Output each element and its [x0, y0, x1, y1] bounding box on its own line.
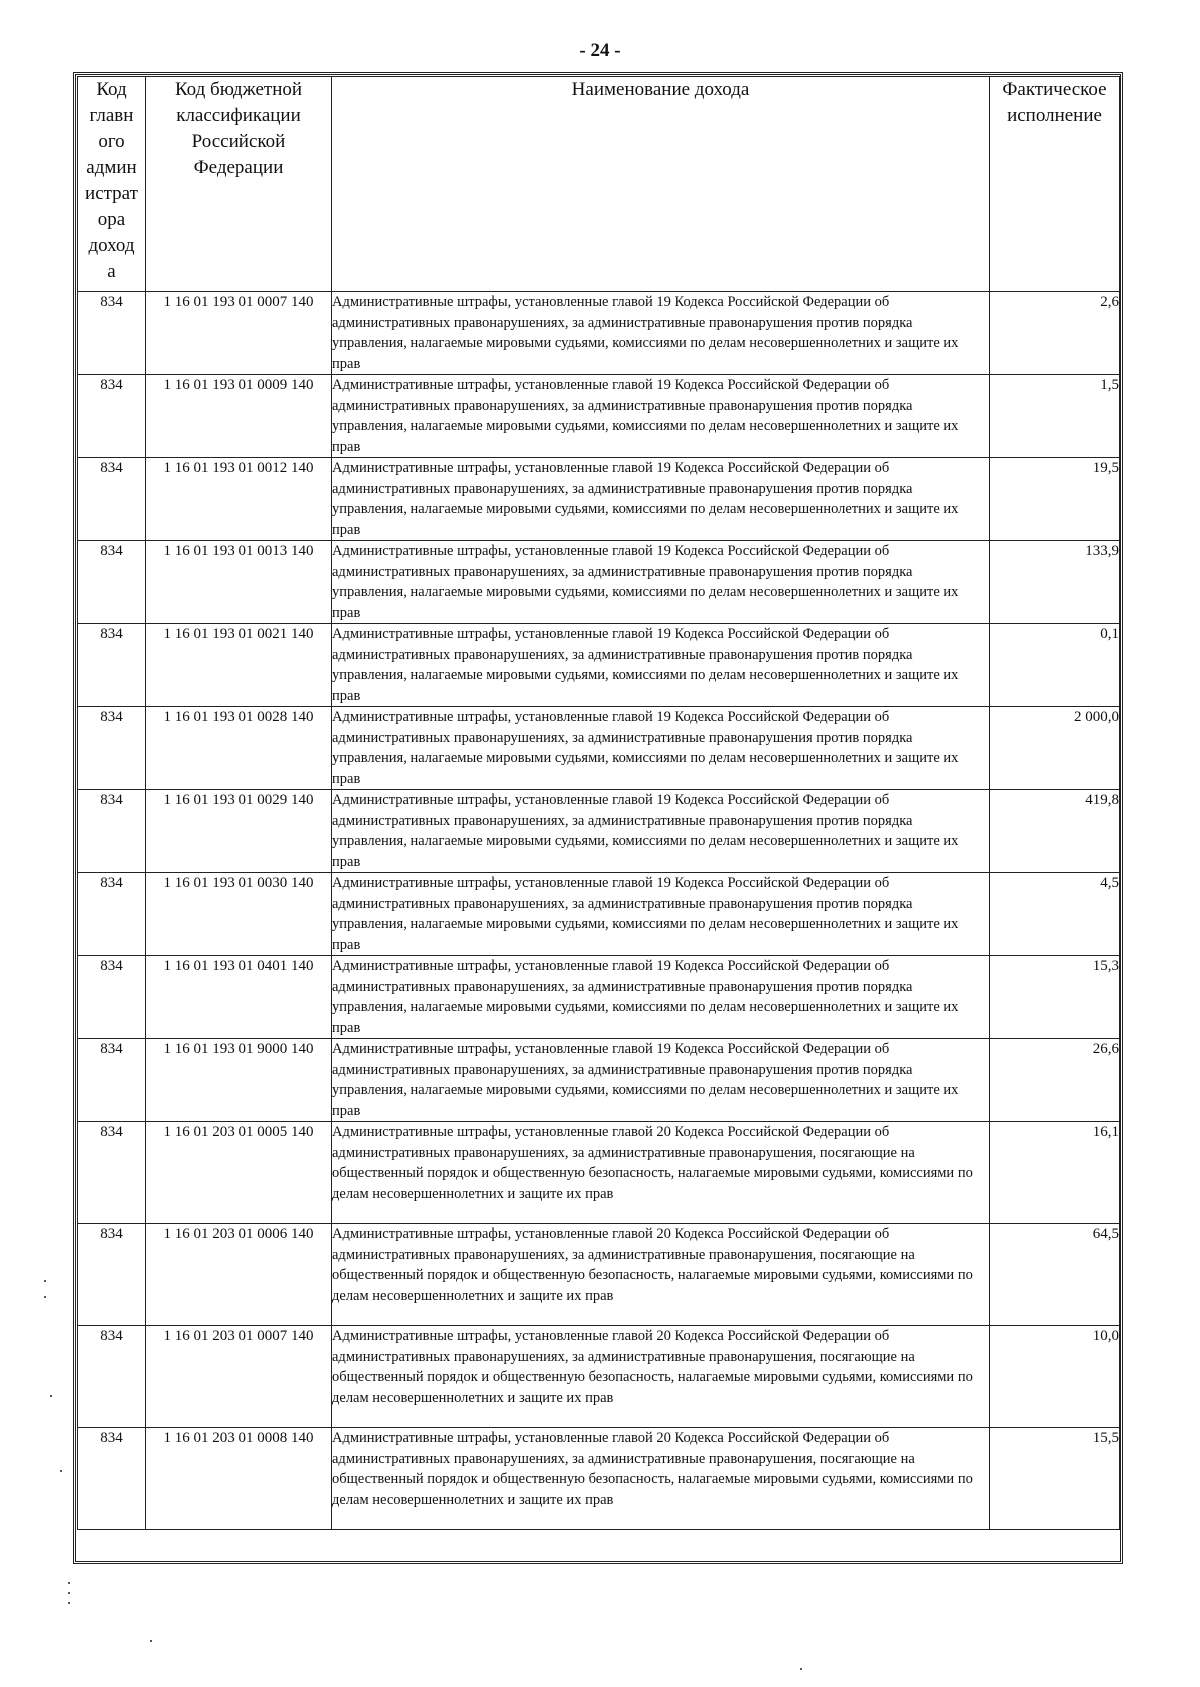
budget-code-cell: 1 16 01 203 01 0007 140 [146, 1326, 332, 1428]
budget-code-cell: 1 16 01 193 01 0013 140 [146, 541, 332, 624]
admin-code-cell: 834 [78, 1224, 146, 1326]
table-body [78, 292, 1120, 1530]
header-actual-execution: Фактическое исполнение [990, 77, 1120, 292]
actual-value-cell: 133,9 [990, 541, 1120, 624]
budget-code-cell: 1 16 01 203 01 0008 140 [146, 1428, 332, 1530]
income-name-cell: Административные штрафы, установленные главой 19 Кодекса Российской Федерации об административных правонарушениях, за административные правонарушения против порядка управления, налагаемые мировыми судьями, комиссиями по делам несовершеннолетних и защите их прав [332, 956, 990, 1039]
scan-speck [150, 1640, 152, 1642]
actual-value-cell: 15,5 [990, 1428, 1120, 1530]
admin-code-cell: 834 [78, 624, 146, 707]
budget-code-cell: 1 16 01 203 01 0006 140 [146, 1224, 332, 1326]
admin-code-cell: 834 [78, 375, 146, 458]
actual-value-cell: 2 000,0 [990, 707, 1120, 790]
table-row [78, 292, 1120, 375]
budget-code-cell: 1 16 01 193 01 0029 140 [146, 790, 332, 873]
income-name-cell: Административные штрафы, установленные главой 19 Кодекса Российской Федерации об административных правонарушениях, за административные правонарушения против порядка управления, налагаемые мировыми судьями, комиссиями по делам несовершеннолетних и защите их прав [332, 541, 990, 624]
admin-code-cell: 834 [78, 1122, 146, 1224]
admin-code-cell: 834 [78, 458, 146, 541]
scan-speck [44, 1296, 46, 1298]
table-row [78, 873, 1120, 956]
actual-value-cell: 16,1 [990, 1122, 1120, 1224]
scan-speck [50, 1395, 52, 1397]
admin-code-cell: 834 [78, 1039, 146, 1122]
table-row [78, 624, 1120, 707]
income-name-cell: Административные штрафы, установленные главой 19 Кодекса Российской Федерации об административных правонарушениях, за административные правонарушения против порядка управления, налагаемые мировыми судьями, комиссиями по делам несовершеннолетних и защите их прав [332, 873, 990, 956]
admin-code-cell: 834 [78, 873, 146, 956]
table-row [78, 1224, 1120, 1326]
actual-value-cell: 2,6 [990, 292, 1120, 375]
scan-speck [68, 1592, 70, 1594]
admin-code-cell: 834 [78, 956, 146, 1039]
budget-code-cell: 1 16 01 193 01 0401 140 [146, 956, 332, 1039]
table-row [78, 541, 1120, 624]
header-budget-classification-code: Код бюджетной классификации Российской Федерации [146, 77, 332, 292]
admin-code-cell: 834 [78, 292, 146, 375]
actual-value-cell: 1,5 [990, 375, 1120, 458]
admin-code-cell: 834 [78, 1326, 146, 1428]
budget-code-cell: 1 16 01 193 01 0009 140 [146, 375, 332, 458]
actual-value-cell: 0,1 [990, 624, 1120, 707]
table-row [78, 790, 1120, 873]
table-header-row [78, 77, 1120, 292]
admin-code-cell: 834 [78, 790, 146, 873]
scan-speck [800, 1668, 802, 1670]
budget-code-cell: 1 16 01 193 01 0012 140 [146, 458, 332, 541]
table-row [78, 707, 1120, 790]
income-name-cell: Административные штрафы, установленные главой 19 Кодекса Российской Федерации об административных правонарушениях, за административные правонарушения против порядка управления, налагаемые мировыми судьями, комиссиями по делам несовершеннолетних и защите их прав [332, 790, 990, 873]
budget-code-cell: 1 16 01 193 01 9000 140 [146, 1039, 332, 1122]
budget-code-cell: 1 16 01 193 01 0007 140 [146, 292, 332, 375]
actual-value-cell: 4,5 [990, 873, 1120, 956]
table-row [78, 1122, 1120, 1224]
table-row [78, 1326, 1120, 1428]
income-name-cell: Административные штрафы, установленные главой 19 Кодекса Российской Федерации об административных правонарушениях, за административные правонарушения против порядка управления, налагаемые мировыми судьями, комиссиями по делам несовершеннолетних и защите их прав [332, 292, 990, 375]
scan-speck [60, 1470, 62, 1472]
table-row [78, 956, 1120, 1039]
scan-speck [68, 1582, 70, 1584]
actual-value-cell: 15,3 [990, 956, 1120, 1039]
header-admin-code: Код главн ого админ истрат ора доход а [78, 77, 146, 292]
table-row [78, 1428, 1120, 1530]
actual-value-cell: 419,8 [990, 790, 1120, 873]
header-income-name: Наименование дохода [332, 77, 990, 292]
income-name-cell: Административные штрафы, установленные главой 19 Кодекса Российской Федерации об административных правонарушениях, за административные правонарушения против порядка управления, налагаемые мировыми судьями, комиссиями по делам несовершеннолетних и защите их прав [332, 707, 990, 790]
budget-code-cell: 1 16 01 193 01 0021 140 [146, 624, 332, 707]
income-name-cell: Административные штрафы, установленные главой 20 Кодекса Российской Федерации об административных правонарушениях, за административные правонарушения, посягающие на общественный порядок и общественную безопасность, налагаемые мировыми судьями, комиссиями по делам несовершеннолетних и защите их прав [332, 1428, 990, 1530]
revenue-table [77, 76, 1120, 1530]
income-name-cell: Административные штрафы, установленные главой 20 Кодекса Российской Федерации об административных правонарушениях, за административные правонарушения, посягающие на общественный порядок и общественную безопасность, налагаемые мировыми судьями, комиссиями по делам несовершеннолетних и защите их прав [332, 1122, 990, 1224]
budget-code-cell: 1 16 01 193 01 0028 140 [146, 707, 332, 790]
actual-value-cell: 10,0 [990, 1326, 1120, 1428]
admin-code-cell: 834 [78, 1428, 146, 1530]
actual-value-cell: 19,5 [990, 458, 1120, 541]
income-name-cell: Административные штрафы, установленные главой 20 Кодекса Российской Федерации об административных правонарушениях, за административные правонарушения, посягающие на общественный порядок и общественную безопасность, налагаемые мировыми судьями, комиссиями по делам несовершеннолетних и защите их прав [332, 1224, 990, 1326]
income-name-cell: Административные штрафы, установленные главой 19 Кодекса Российской Федерации об административных правонарушениях, за административные правонарушения против порядка управления, налагаемые мировыми судьями, комиссиями по делам несовершеннолетних и защите их прав [332, 458, 990, 541]
table-row [78, 458, 1120, 541]
admin-code-cell: 834 [78, 541, 146, 624]
admin-code-cell: 834 [78, 707, 146, 790]
income-name-cell: Административные штрафы, установленные главой 19 Кодекса Российской Федерации об административных правонарушениях, за административные правонарушения против порядка управления, налагаемые мировыми судьями, комиссиями по делам несовершеннолетних и защите их прав [332, 375, 990, 458]
scan-speck [44, 1280, 46, 1282]
budget-code-cell: 1 16 01 203 01 0005 140 [146, 1122, 332, 1224]
actual-value-cell: 26,6 [990, 1039, 1120, 1122]
income-name-cell: Административные штрафы, установленные главой 19 Кодекса Российской Федерации об административных правонарушениях, за административные правонарушения против порядка управления, налагаемые мировыми судьями, комиссиями по делам несовершеннолетних и защите их прав [332, 624, 990, 707]
scan-speck [68, 1602, 70, 1604]
page-number: - 24 - [579, 40, 621, 61]
income-name-cell: Административные штрафы, установленные главой 19 Кодекса Российской Федерации об административных правонарушениях, за административные правонарушения против порядка управления, налагаемые мировыми судьями, комиссиями по делам несовершеннолетних и защите их прав [332, 1039, 990, 1122]
actual-value-cell: 64,5 [990, 1224, 1120, 1326]
table-row [78, 375, 1120, 458]
budget-code-cell: 1 16 01 193 01 0030 140 [146, 873, 332, 956]
table-row [78, 1039, 1120, 1122]
income-name-cell: Административные штрафы, установленные главой 20 Кодекса Российской Федерации об административных правонарушениях, за административные правонарушения, посягающие на общественный порядок и общественную безопасность, налагаемые мировыми судьями, комиссиями по делам несовершеннолетних и защите их прав [332, 1326, 990, 1428]
